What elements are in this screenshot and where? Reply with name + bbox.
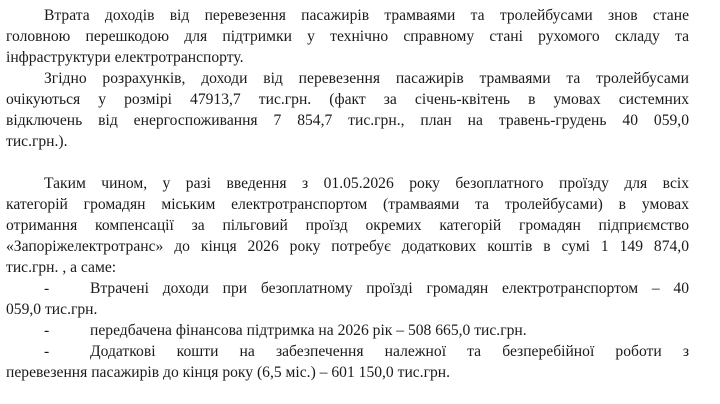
paragraph-3-line-2: категорій громадян міським електротранспортом (трамваями та тролейбусами) в умовах (6, 196, 689, 213)
bullet-2-dash: - (44, 322, 50, 339)
paragraph-3-line-3: отримання компенсації за пільговий проїзд окремих категорій громадян підприємство (6, 217, 689, 234)
bullet-1-dash: - (44, 280, 50, 297)
paragraph-3-line-4: «Запоріжелектротранс» до кінця 2026 року потребує додаткових коштів в сумі 1 149 874,0 (6, 238, 689, 255)
paragraph-2-line-4: тис.грн.). (6, 133, 68, 150)
bullet-3-dash: - (44, 343, 50, 360)
bullet-3-line-2: перевезення пасажирів до кінця року (6,5 міс.) – 601 150,0 тис.грн. (6, 364, 451, 381)
paragraph-1-line-1: Втрата доходів від перевезення пасажирів трамваями та тролейбусами знов стане (44, 7, 689, 24)
bullet-1-line-2: 059,0 тис.грн. (6, 301, 98, 318)
paragraph-3-line-1: Таким чином, у разі введення з 01.05.2026 року безоплатного проїзду для всіх (44, 175, 689, 192)
bullet-2-line-1: передбачена фінансова підтримка на 2026 рік – 508 665,0 тис.грн. (90, 322, 527, 339)
paragraph-1-line-3: інфраструктури електротранспорту. (6, 49, 244, 66)
paragraph-2-line-3: відключень від енергоспоживання 7 854,7 тис.грн., план на травень-грудень 40 059,0 (6, 112, 689, 129)
paragraph-2-line-1: Згідно розрахунків, доходи від перевезення пасажирів трамваями та тролейбусами (44, 70, 689, 87)
paragraph-2-line-2: очікуються у розмірі 47913,7 тис.грн. (факт за січень-квітень в умовах системних (6, 91, 689, 108)
bullet-1-line-1: Втрачені доходи при безоплатному проїзді громадян електротранспортом – 40 (90, 280, 689, 297)
bullet-3-line-1: Додаткові кошти на забезпечення належної та безперебійної роботи з (90, 343, 689, 360)
paragraph-3-line-5: тис.грн. , а саме: (6, 259, 117, 276)
paragraph-1-line-2: головною перешкодою для підтримки у технічно справному стані рухомого складу та (6, 28, 689, 45)
